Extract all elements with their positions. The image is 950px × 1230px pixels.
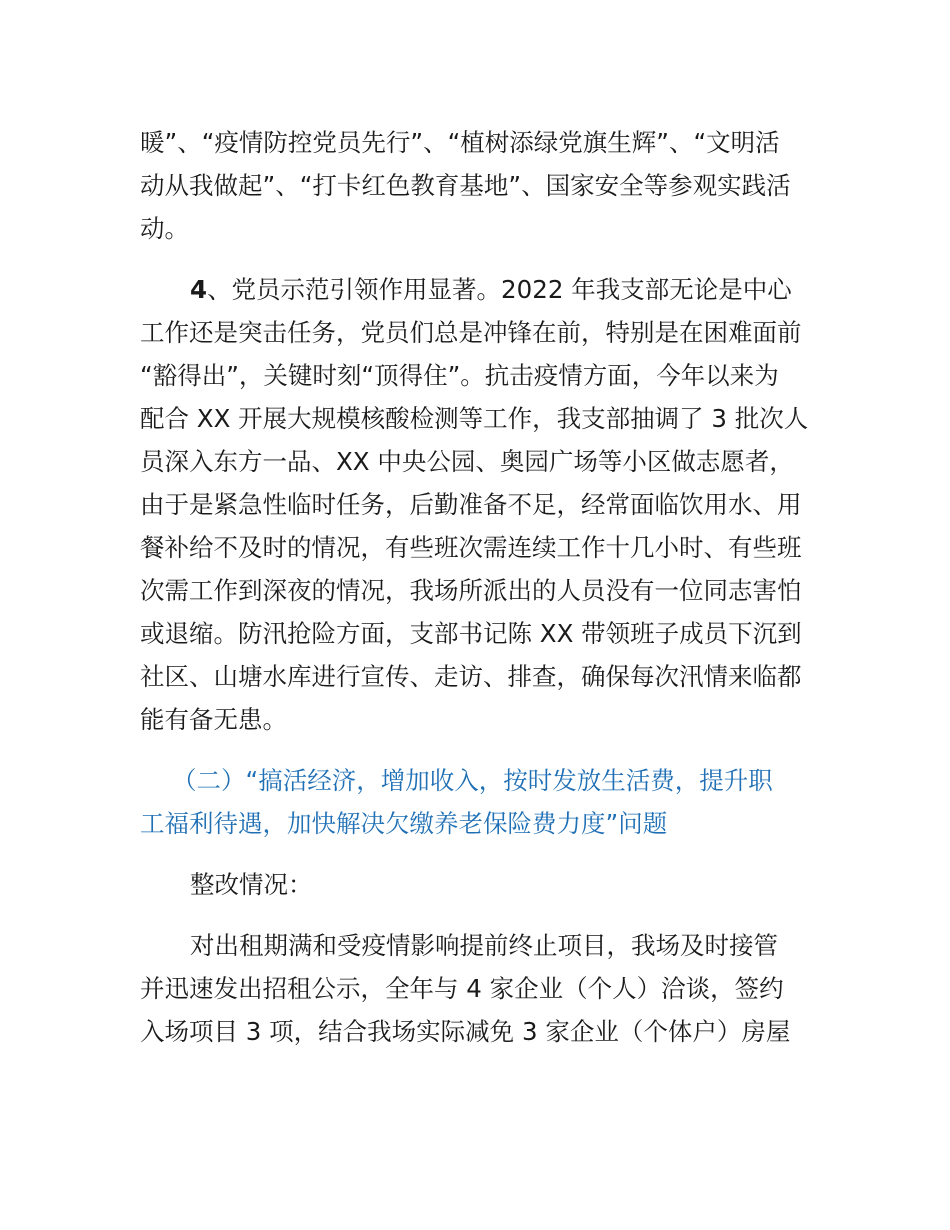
text-line: 对出租期满和受疫情影响提前终止项目，我场及时接管 xyxy=(190,931,778,960)
text-line: 动从我做起”、“打卡红色教育基地”、国家安全等参观实践活 xyxy=(140,171,791,200)
status-label: 整改情况： xyxy=(190,870,313,899)
paragraph-text: 、党员示范引领作用显著。2022 年我支部无论是中心 xyxy=(207,275,792,304)
paragraph-number: 4 xyxy=(190,275,208,304)
text-line: 社区、山塘水库进行宣传、走访、排查，确保每次汛情来临都 xyxy=(140,662,802,691)
text-line: 由于是紧急性临时任务，后勤准备不足，经常面临饮用水、用 xyxy=(140,490,802,519)
text-line: 并迅速发出招租公示，全年与 4 家企业（个人）洽谈，签约 xyxy=(140,974,784,1003)
text-line: 动。 xyxy=(140,214,189,243)
text-line: 或退缩。防汛抢险方面，支部书记陈 XX 带领班子成员下沉到 xyxy=(140,619,802,648)
text-line: 能有备无患。 xyxy=(140,705,287,734)
section-heading-line-2: 工福利待遇，加快解决欠缴养老保险费力度”问题 xyxy=(140,809,668,838)
text-line: 工作还是突击任务，党员们总是冲锋在前，特别是在困难面前 xyxy=(140,318,802,347)
text-line: 入场项目 3 项，结合我场实际减免 3 家企业（个体户）房屋 xyxy=(140,1017,791,1046)
text-line: 员深入东方一品、XX 中央公园、奥园广场等小区做志愿者， xyxy=(140,447,794,476)
text-line: “豁得出”，关键时刻“顶得住”。抗击疫情方面，今年以来为 xyxy=(140,361,779,390)
text-line: 次需工作到深夜的情况，我场所派出的人员没有一位同志害怕 xyxy=(140,576,802,605)
text-line: 配合 XX 开展大规模核酸检测等工作，我支部抽调了 3 批次人 xyxy=(140,404,809,433)
text-line: 暖”、“疫情防控党员先行”、“植树添绿党旗生辉”、“文明活 xyxy=(140,128,780,157)
text-line: 餐补给不及时的情况，有些班次需连续工作十几小时、有些班 xyxy=(140,533,802,562)
paragraph-4-first-line xyxy=(190,275,792,305)
section-heading-line-1: （二）“搞活经济，增加收入，按时发放生活费，提升职 xyxy=(172,766,773,795)
